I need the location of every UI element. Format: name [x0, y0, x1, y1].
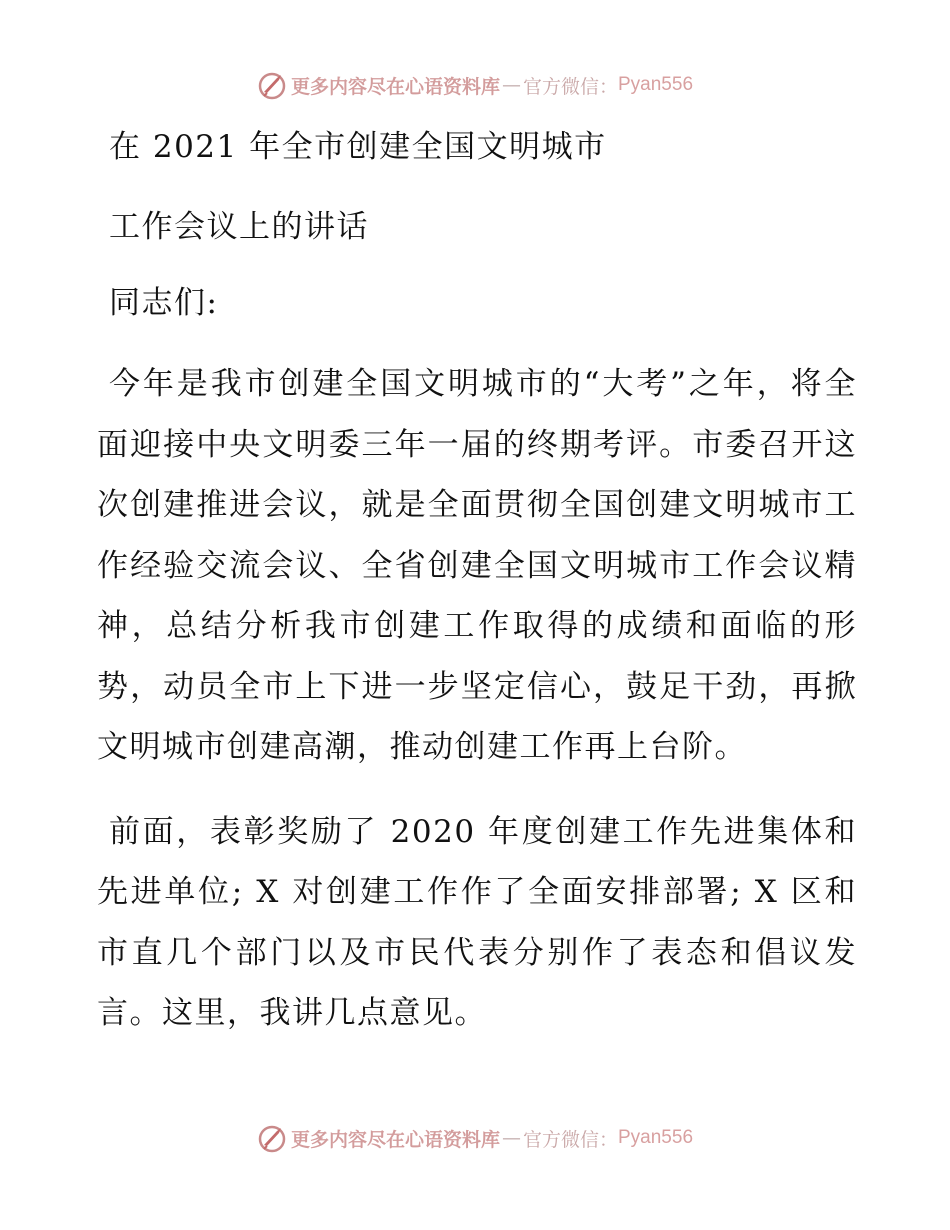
- document-body: [97, 122, 857, 1068]
- watermark-separator: —: [501, 74, 521, 96]
- paragraph-1: 今年是我市创建全国文明城市的“大考”之年，将全面迎接中央文明委三年一届的终期考评。市委召开这次创建推进会议，就是全面贯彻全国创建文明城市工作经验交流会议、全省创建全国文明城市工作会议精神，总结分析我市创建工作取得的成绩和面临的形势，动员全市上下进一步坚定信心，鼓足干劲，再掀文明城市创建高潮，推动创建工作再上台阶。: [97, 366, 857, 765]
- watermark-separator: —: [501, 1127, 521, 1149]
- watermark-footer: [0, 1123, 950, 1153]
- quill-logo-icon: [257, 70, 287, 100]
- doc-title-line1: 在 2021 年全市创建全国文明城市: [109, 129, 607, 165]
- paragraph-2: 前面，表彰奖励了 2020 年度创建工作先进集体和先进单位; X 对创建工作作了全面安排部署; X 区和市直几个部门以及市民代表分别作了表态和倡议发言。这里，我讲几点意见。: [97, 813, 857, 1031]
- watermark-wechat-id: Pyan556: [618, 1127, 694, 1148]
- salutation: 同志们:: [109, 285, 219, 321]
- doc-title-line2: 工作会议上的讲话: [109, 209, 369, 245]
- watermark-brand: 更多内容尽在心语资料库: [290, 1128, 500, 1151]
- watermark-suffix: 官方微信：: [522, 75, 618, 98]
- watermark-wechat-id: Pyan556: [618, 74, 694, 95]
- watermark-header: [0, 70, 950, 100]
- quill-logo-icon: [257, 1123, 287, 1153]
- watermark-brand: 更多内容尽在心语资料库: [290, 75, 500, 98]
- watermark-suffix: 官方微信：: [522, 1128, 618, 1151]
